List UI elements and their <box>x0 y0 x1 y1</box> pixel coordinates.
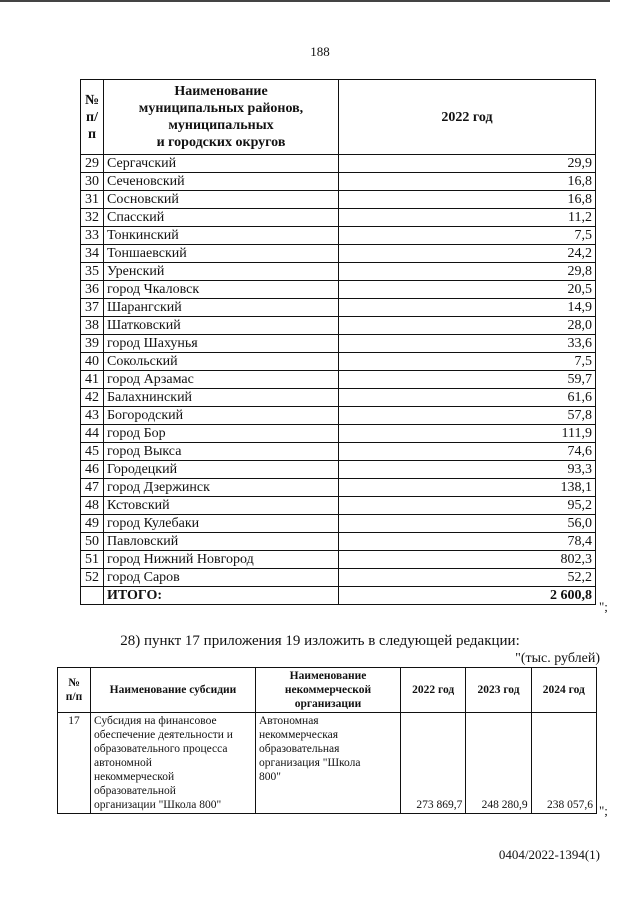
district-value: 16,8 <box>339 191 596 209</box>
table-row <box>81 515 596 533</box>
table-row <box>81 461 596 479</box>
table-row <box>81 335 596 353</box>
t2-header-org-line: некоммерческой <box>284 684 372 696</box>
t2-org-line: организация "Школа <box>259 757 361 769</box>
header-name-line: и городских округов <box>156 135 286 150</box>
district-name: Сосновский <box>104 191 339 209</box>
row-number: 47 <box>81 479 104 497</box>
district-value: 138,1 <box>339 479 596 497</box>
row-number: 51 <box>81 551 104 569</box>
t2-value-2024: 238 057,6 <box>531 713 596 814</box>
district-name: Богородский <box>104 407 339 425</box>
row-number: 29 <box>81 155 104 173</box>
district-name: Тоншаевский <box>104 245 339 263</box>
districts-table-body <box>81 155 596 587</box>
row-number: 40 <box>81 353 104 371</box>
t2-header-num-line: № <box>68 677 80 689</box>
district-value: 57,8 <box>339 407 596 425</box>
table-row <box>81 353 596 371</box>
district-value: 61,6 <box>339 389 596 407</box>
row-number: 35 <box>81 263 104 281</box>
t2-subsidy-line: обеспечение деятельности и <box>94 729 233 741</box>
district-value: 11,2 <box>339 209 596 227</box>
table-row <box>81 389 596 407</box>
t2-header-2023: 2023 год <box>466 668 531 713</box>
district-name: Кстовский <box>104 497 339 515</box>
table-row <box>81 479 596 497</box>
header-num-line: № <box>84 92 100 108</box>
row-number: 30 <box>81 173 104 191</box>
row-number: 45 <box>81 443 104 461</box>
header-num-line: п/п <box>86 109 98 142</box>
district-name: город Арзамас <box>104 371 339 389</box>
district-value: 14,9 <box>339 299 596 317</box>
t2-row-subsidy <box>91 713 256 814</box>
district-value: 7,5 <box>339 353 596 371</box>
district-name: город Дзержинск <box>104 479 339 497</box>
district-name: Спасский <box>104 209 339 227</box>
t2-subsidy-line: Субсидия на финансовое <box>94 715 217 727</box>
district-name: Сеченовский <box>104 173 339 191</box>
district-name: Шатковский <box>104 317 339 335</box>
district-value: 16,8 <box>339 173 596 191</box>
district-name: город Бор <box>104 425 339 443</box>
header-name-line: Наименование <box>174 84 268 99</box>
total-num-cell <box>81 587 104 605</box>
t2-row-org <box>256 713 401 814</box>
header-name-line: муниципальных <box>168 118 274 133</box>
table-row <box>81 245 596 263</box>
header-name-line: муниципальных районов, <box>138 101 304 116</box>
table-row <box>81 371 596 389</box>
district-name: Уренский <box>104 263 339 281</box>
page-number: 188 <box>310 44 330 59</box>
district-name: город Чкаловск <box>104 281 339 299</box>
t2-header-num <box>58 668 91 713</box>
district-name: Павловский <box>104 533 339 551</box>
subsidy-row <box>58 713 597 814</box>
row-number: 36 <box>81 281 104 299</box>
district-value: 56,0 <box>339 515 596 533</box>
t2-subsidy-line: автономной <box>94 757 152 769</box>
row-number: 37 <box>81 299 104 317</box>
row-number: 33 <box>81 227 104 245</box>
t2-subsidy-line: некоммерческой <box>94 771 175 783</box>
table-row <box>81 173 596 191</box>
district-name: Шарангский <box>104 299 339 317</box>
districts-table-header <box>81 80 596 155</box>
district-name: город Нижний Новгород <box>104 551 339 569</box>
row-number: 46 <box>81 461 104 479</box>
t2-subsidy-line: образовательного процесса <box>94 743 228 755</box>
district-name: Балахнинский <box>104 389 339 407</box>
row-number: 44 <box>81 425 104 443</box>
t2-org-line: некоммерческая <box>259 729 339 741</box>
t2-subsidy-line: организации "Школа 800" <box>94 799 222 811</box>
row-number: 50 <box>81 533 104 551</box>
t2-org-line: 800" <box>259 771 281 783</box>
table2-close-quote: "; <box>599 803 608 818</box>
district-value: 59,7 <box>339 371 596 389</box>
table-row <box>81 443 596 461</box>
t2-org-line: образовательная <box>259 743 340 755</box>
district-value: 24,2 <box>339 245 596 263</box>
t2-value-2022: 273 869,7 <box>401 713 466 814</box>
district-name: Сокольский <box>104 353 339 371</box>
table-row <box>81 155 596 173</box>
t2-value-2023: 248 280,9 <box>466 713 531 814</box>
district-value: 7,5 <box>339 227 596 245</box>
t2-header-2024: 2024 год <box>531 668 596 713</box>
table-row <box>81 227 596 245</box>
row-number: 32 <box>81 209 104 227</box>
row-number: 48 <box>81 497 104 515</box>
row-number: 38 <box>81 317 104 335</box>
document-number: 0404/2022-1394(1) <box>498 847 600 862</box>
district-name: город Выкса <box>104 443 339 461</box>
total-value: 2 600,8 <box>339 587 596 605</box>
row-number: 43 <box>81 407 104 425</box>
row-number: 41 <box>81 371 104 389</box>
subsidy-table-header <box>58 668 597 713</box>
t2-header-2022: 2022 год <box>401 668 466 713</box>
district-value: 28,0 <box>339 317 596 335</box>
table-row <box>81 569 596 587</box>
total-label: ИТОГО: <box>104 587 339 605</box>
table-row <box>81 209 596 227</box>
header-year: 2022 год <box>339 80 596 155</box>
total-row <box>81 587 596 605</box>
header-num <box>81 80 104 155</box>
districts-table <box>80 79 596 605</box>
top-border-line <box>0 0 610 2</box>
t2-header-num-line: п/п <box>65 691 83 703</box>
district-value: 111,9 <box>339 425 596 443</box>
table-row <box>81 551 596 569</box>
t2-subsidy-line: образовательной <box>94 785 176 797</box>
district-value: 29,9 <box>339 155 596 173</box>
district-value: 802,3 <box>339 551 596 569</box>
row-number: 52 <box>81 569 104 587</box>
table-row <box>81 425 596 443</box>
table-row <box>81 407 596 425</box>
table1-close-quote: "; <box>599 599 608 614</box>
district-name: Городецкий <box>104 461 339 479</box>
district-value: 78,4 <box>339 533 596 551</box>
t2-header-org-line: Наименование <box>289 670 367 682</box>
t2-header-org-line: организации <box>294 698 362 710</box>
table-row <box>81 317 596 335</box>
row-number: 31 <box>81 191 104 209</box>
district-value: 20,5 <box>339 281 596 299</box>
subsidy-table <box>57 667 597 814</box>
district-value: 33,6 <box>339 335 596 353</box>
units-label: "(тыс. рублей) <box>515 651 600 666</box>
t2-header-org <box>256 668 401 713</box>
row-number: 39 <box>81 335 104 353</box>
district-name: Сергачский <box>104 155 339 173</box>
district-name: город Шахунья <box>104 335 339 353</box>
row-number: 42 <box>81 389 104 407</box>
district-value: 29,8 <box>339 263 596 281</box>
district-value: 74,6 <box>339 443 596 461</box>
t2-org-line: Автономная <box>259 715 319 727</box>
district-value: 52,2 <box>339 569 596 587</box>
district-value: 93,3 <box>339 461 596 479</box>
table-row <box>81 191 596 209</box>
amendment-paragraph: 28) пункт 17 приложения 19 изложить в следующей редакции: <box>120 633 520 649</box>
district-name: город Саров <box>104 569 339 587</box>
district-name: Тонкинский <box>104 227 339 245</box>
district-name: город Кулебаки <box>104 515 339 533</box>
header-name <box>104 80 339 155</box>
district-value: 95,2 <box>339 497 596 515</box>
table-row <box>81 263 596 281</box>
row-number: 49 <box>81 515 104 533</box>
t2-row-num: 17 <box>58 713 91 814</box>
table-row <box>81 281 596 299</box>
table-row <box>81 299 596 317</box>
row-number: 34 <box>81 245 104 263</box>
table-row <box>81 533 596 551</box>
table-row <box>81 497 596 515</box>
t2-header-subsidy: Наименование субсидии <box>91 668 256 713</box>
